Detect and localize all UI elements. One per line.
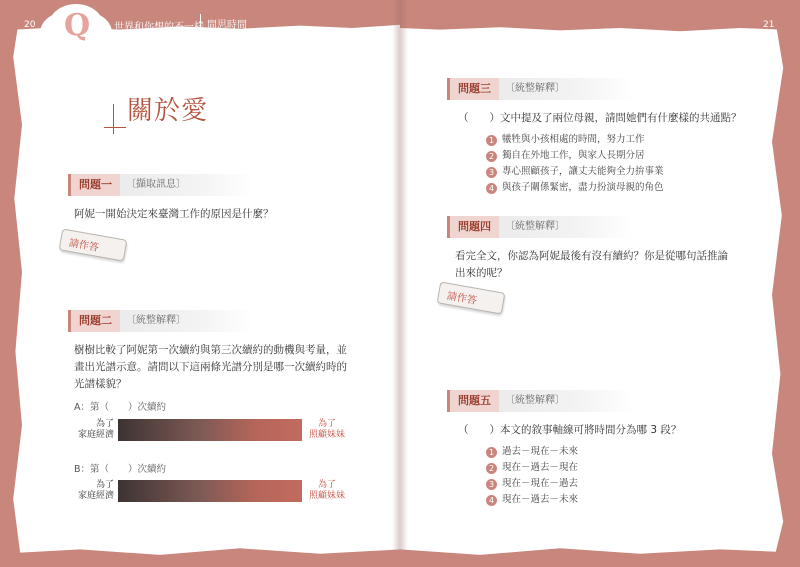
spectrum-b-left-label xyxy=(74,480,114,502)
question-1-header xyxy=(68,174,254,196)
running-tag: 問思時間 xyxy=(200,14,253,33)
spectrum-a-right-label-2: 照顧妹妹 xyxy=(308,430,345,440)
spectrum-a-prompt: A：第（ ）次續約 xyxy=(74,402,166,413)
page-number-right: 21 xyxy=(763,20,775,30)
option-text: 現在－過去－未來 xyxy=(502,494,579,505)
title-mark-vertical xyxy=(113,104,114,134)
option-number: 3 xyxy=(486,167,497,178)
page-number-left: 20 xyxy=(24,20,36,30)
option-text: 現在－過去－現在 xyxy=(502,462,579,473)
question-2-text xyxy=(74,342,347,393)
spectrum-a-right-label xyxy=(302,419,352,441)
question-4-text-line-2: 出來的呢？ xyxy=(455,267,508,279)
q-letter: Q xyxy=(64,8,91,43)
option-number: 3 xyxy=(486,479,497,490)
option-item[interactable] xyxy=(486,460,578,476)
page-title: 關於愛 xyxy=(127,96,209,126)
spectrum-a-bar xyxy=(118,419,302,441)
title-mark-horizontal xyxy=(104,127,126,128)
question-1-text: 阿妮一開始決定來臺灣工作的原因是什麼？ xyxy=(74,208,274,220)
option-number: 4 xyxy=(486,495,497,506)
spectrum-a-left-label-2: 家庭經濟 xyxy=(77,430,114,440)
option-text: 過去－現在－未來 xyxy=(502,446,579,457)
question-5-options xyxy=(486,444,578,508)
option-item[interactable] xyxy=(486,148,664,164)
question-3-text: （ ）文中提及了兩位母親，請問她們有什麼樣的共通點？ xyxy=(458,112,742,124)
question-1-type: 〔擷取訊息〕 xyxy=(126,179,186,190)
option-item[interactable] xyxy=(486,164,664,180)
question-5-label: 問題五 xyxy=(447,390,499,412)
question-5-type: 〔統整解釋〕 xyxy=(505,395,565,406)
option-item[interactable] xyxy=(486,444,578,460)
question-2-text-line-1: 樹樹比較了阿妮第一次續約與第三次續約的動機與考量，並 xyxy=(74,344,347,356)
question-2-text-line-2: 畫出光譜示意。請問以下這兩條光譜分別是哪一次續約時的 xyxy=(74,361,347,373)
spectrum-a-left-label xyxy=(74,419,114,441)
spectrum-b-right-label-1: 為了 xyxy=(317,480,336,490)
q-badge-icon xyxy=(48,4,104,50)
answer-tag-2-label: 請作答 xyxy=(445,290,478,307)
question-4-label: 問題四 xyxy=(447,216,499,238)
spectrum-a-left-label-1: 為了 xyxy=(95,419,114,429)
question-3-options xyxy=(486,132,664,196)
spectrum-b-prompt: B：第（ ）次續約 xyxy=(74,464,167,475)
spectrum-b-right-label-2: 照顧妹妹 xyxy=(308,491,345,501)
option-item[interactable] xyxy=(486,492,578,508)
option-item[interactable] xyxy=(486,180,664,196)
option-number: 2 xyxy=(486,151,497,162)
option-number: 1 xyxy=(486,135,497,146)
option-text: 犧牲與小孩相處的時間，努力工作 xyxy=(502,134,645,145)
question-3-header xyxy=(447,78,633,100)
question-3-type: 〔統整解釋〕 xyxy=(505,83,565,94)
running-head: 世界和你想的不一樣 xyxy=(114,22,204,33)
option-number: 4 xyxy=(486,183,497,194)
spectrum-b-left-label-2: 家庭經濟 xyxy=(77,491,114,501)
option-text: 與孩子關係緊密，盡力扮演母親的角色 xyxy=(502,182,664,193)
question-2-header xyxy=(68,310,254,332)
question-5-header xyxy=(447,390,633,412)
option-item[interactable] xyxy=(486,476,578,492)
spectrum-b-left-label-1: 為了 xyxy=(95,480,114,490)
spectrum-a-right-label-1: 為了 xyxy=(317,419,336,429)
question-3-label: 問題三 xyxy=(447,78,499,100)
option-text: 專心照顧孩子，讓丈夫能夠全力拚事業 xyxy=(502,166,664,177)
question-1-label: 問題一 xyxy=(68,174,120,196)
question-4-header xyxy=(447,216,633,238)
question-4-text xyxy=(455,248,728,282)
option-item[interactable] xyxy=(486,132,664,148)
page-gutter xyxy=(392,0,408,567)
question-2-label: 問題二 xyxy=(68,310,120,332)
option-text: 現在－現在－過去 xyxy=(502,478,579,489)
question-5-text: （ ）本文的敘事軸線可將時間分為哪 3 段？ xyxy=(458,424,682,436)
spectrum-b-right-label xyxy=(302,480,352,502)
question-4-type: 〔統整解釋〕 xyxy=(505,221,565,232)
option-number: 1 xyxy=(486,447,497,458)
option-text: 獨自在外地工作，與家人長期分居 xyxy=(502,150,645,161)
question-4-text-line-1: 看完全文，你認為阿妮最後有沒有續約？你是從哪句話推論 xyxy=(455,250,728,262)
option-number: 2 xyxy=(486,463,497,474)
answer-tag-1-label: 請作答 xyxy=(67,237,100,254)
question-2-type: 〔統整解釋〕 xyxy=(126,315,186,326)
spectrum-b-bar xyxy=(118,480,302,502)
question-2-text-line-3: 光譜樣貌？ xyxy=(74,378,127,390)
